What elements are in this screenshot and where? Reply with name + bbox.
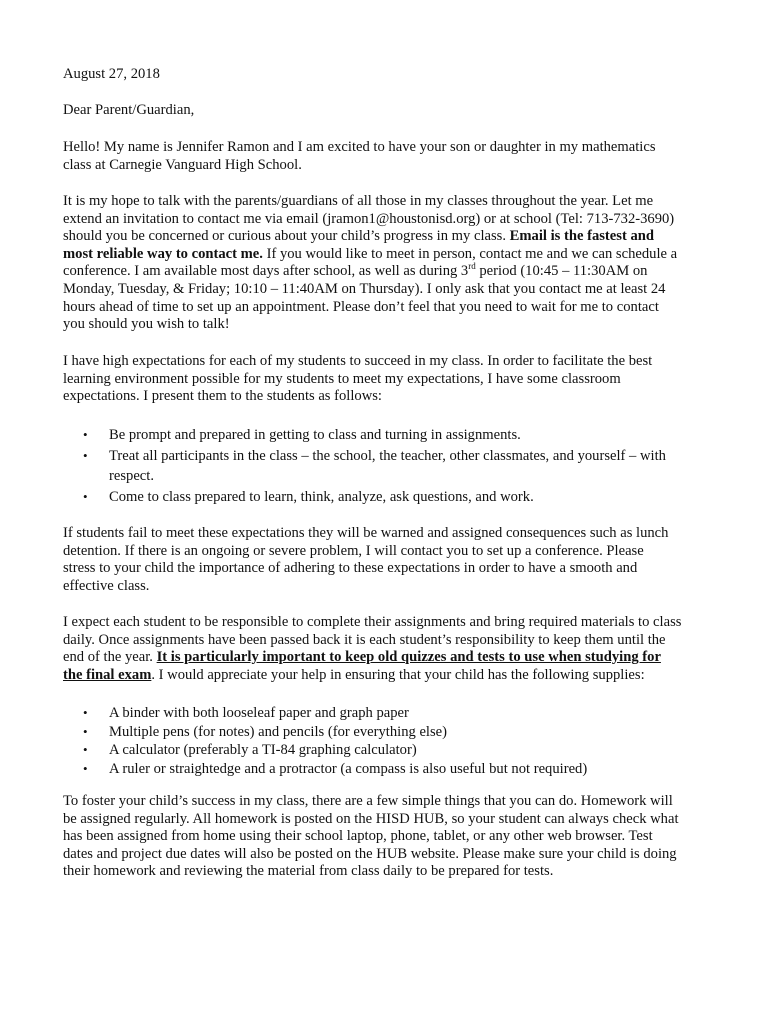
bullet-icon: • [83,742,88,757]
bullet-icon: • [83,427,88,442]
quiz-emphasis-cont: the final exam [63,666,152,683]
quiz-emphasis: It is particularly important to keep old quizzes and tests to use when studying for [156,649,661,666]
list-item: • A binder with both looseleaf paper and graph paper [83,705,409,721]
list-item: • Treat all participants in the class – the school, the teacher, other classmates, and yourself – with respect. [83,447,666,484]
email-emphasis: Email is the fastest and [509,228,654,245]
bullet-icon: • [83,488,88,504]
bullet-icon: • [83,760,88,776]
bullet-icon: • [83,447,88,463]
list-item: • A ruler or straightedge and a protractor (a compass is also useful but not required) [83,760,588,777]
intro-paragraph: Hello! My name is Jennifer Ramon and I am excited to have your son or daughter in my mathematics class at Carnegie Vanguard High School. [63,139,656,173]
letter-date: August 27, 2018 [63,66,160,82]
list-item: • Multiple pens (for notes) and pencils (for everything else) [83,723,447,740]
consequences-paragraph: If students fail to meet these expectations they will be warned and assigned consequences such as lunch detention. If there is an ongoing or severe problem, I will contact you to set up a conference. Please stress to your child the importance of adhering to these expectations in order to have a smooth and effective class. [63,525,669,594]
expectations-paragraph: I have high expectations for each of my students to succeed in my class. In order to facilitate the best learning environment possible for my students to meet my expectations, I have some classroom expectations. I present them to the students as follows: [63,353,653,405]
contact-paragraph: It is my hope to talk with the parents/guardians of all those in my classes throughout the year. Let me extend an invitation to contact me via email (jramon1@houstonisd.org) or at school (Tel: 713-732-3690) should you be concerned or curious about your child’s progress in my class. Email is the fastest and most reliable way to contact me. If you would like to meet in person, contact me and we can schedule a conference. I am available most days after school, as well as during 3rd period (10:45 – 11:30AM on Monday, Tuesday, & Friday; 10:10 – 11:40AM on Thursday). I only ask that you contact me at least 24 hours ahead of time to set up an appointment. Please don’t feel that you need to wait for me to contact you should you wish to talk! [63,193,678,333]
homework-paragraph: To foster your child’s success in my class, there are a few simple things that you can do. Homework will be assigned regularly. All homework is posted on the HISD HUB, so your student can always check what has been assigned from home using their school laptop, phone, tablet, or any other web browser. Test dates and project due dates will also be posted on the HUB website. Please make sure your child is doing their homework and reviewing the material from class daily to be prepared for tests. [63,793,679,880]
bullet-icon: • [83,723,88,739]
materials-paragraph: I expect each student to be responsible to complete their assignments and bring required materials to class daily. Once assignments have been passed back it is each student’s responsibility to keep them until the end of the year. It is particularly important to keep old quizzes and tests to use when studying for the final exam. I would appreciate your help in ensuring that your child has the following supplies: [63,614,682,683]
email-emphasis-cont: most reliable way to contact me. [63,245,263,262]
salutation: Dear Parent/Guardian, [63,102,195,118]
supplies-list [63,704,723,778]
list-item: • A calculator (preferably a TI-84 graphing calculator) [83,742,417,758]
list-item: • Come to class prepared to learn, think, analyze, ask questions, and work. [63,487,723,508]
bullet-icon: • [83,705,88,720]
list-item: • Be prompt and prepared in getting to class and turning in assignments. [63,425,723,446]
class-rules-list [63,425,723,507]
